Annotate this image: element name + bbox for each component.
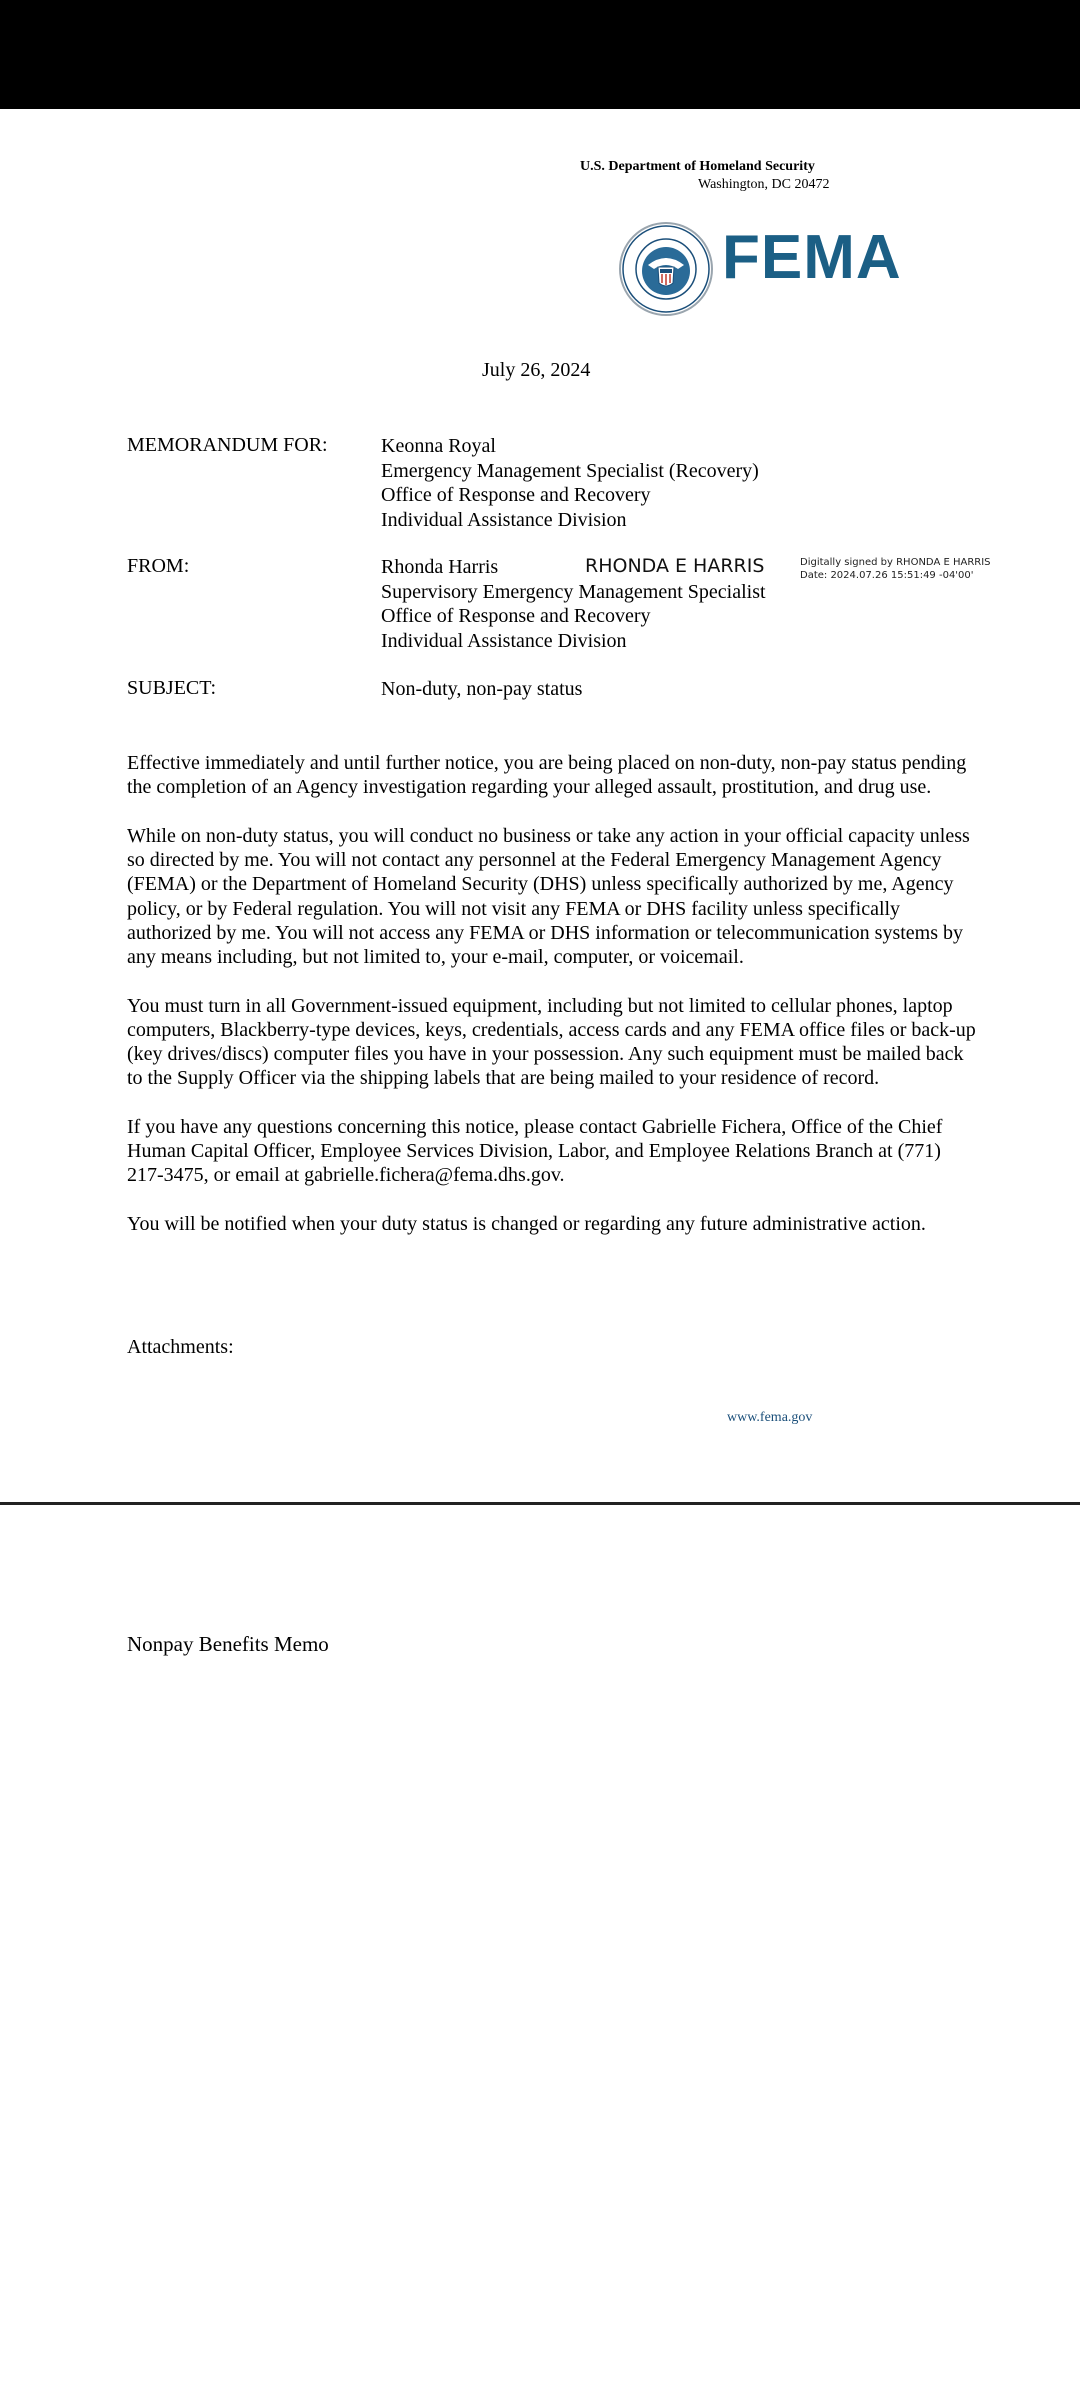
paragraph-notification: You will be notified when your duty status is changed or regarding any future administrative action. <box>127 1213 926 1236</box>
memo-date: July 26, 2024 <box>482 359 591 381</box>
attachments-label: Attachments: <box>127 1336 234 1358</box>
letterhead-address: Washington, DC 20472 <box>698 177 830 192</box>
sender-title: Supervisory Emergency Management Specialist <box>381 580 766 603</box>
sender-division: Individual Assistance Division <box>381 629 627 652</box>
paragraph-equipment: You must turn in all Government-issued equipment, including but not limited to cellular phones, laptop computers, Blackberry-type devices, keys, credentials, access cards and any FEMA office files or back-up (key drives/discs) computer files you have in your possession. Any such equipment must be mailed back to the Supply Officer via the shipping labels that are being mailed to your residence of record. <box>127 994 976 1090</box>
memo-for-recipient <box>381 434 759 532</box>
website-link[interactable]: www.fema.gov <box>727 1410 813 1425</box>
paragraph-notice: Effective immediately and until further notice, you are being placed on non-duty, non-pay status pending the completion of an Agency investigation regarding your alleged assault, prostitution, and drug use. <box>127 752 967 799</box>
page2-title: Nonpay Benefits Memo <box>127 1632 329 1656</box>
recipient-division: Individual Assistance Division <box>381 508 627 531</box>
dhs-seal-icon <box>618 221 714 317</box>
letterhead-department: U.S. Department of Homeland Security <box>580 159 815 174</box>
digital-signature-details[interactable] <box>800 556 991 582</box>
digital-signature-name[interactable]: RHONDA E HARRIS <box>585 555 765 577</box>
signature-date: Date: 2024.07.26 15:51:49 -04'00' <box>800 570 974 581</box>
paragraph-contact: If you have any questions concerning this notice, please contact Gabrielle Fichera, Office of the Chief Human Capital Officer, Employee Services Division, Labor, and Employee Relations Branch at (771) 217-3475, or email at gabrielle.fichera@fema.dhs.gov. <box>127 1115 943 1187</box>
sender-office: Office of Response and Recovery <box>381 605 651 627</box>
recipient-name: Keonna Royal <box>381 435 496 457</box>
page-divider <box>0 1502 1080 1505</box>
memo-for-label: MEMORANDUM FOR: <box>127 434 328 456</box>
paragraph-non-duty-rules: While on non-duty status, you will conduct no business or take any action in your official capacity unless so directed by me. You will not contact any personnel at the Federal Emergency Management Agency (FEMA) or the Department of Homeland Security (DHS) unless specifically authorized by me, Agency policy, or by Federal regulation. You will not visit any FEMA or DHS facility unless specifically authorized by me. You will not access any FEMA or DHS information or telecommunication systems by any means including, but not limited to, your e-mail, computer, or voicemail. <box>127 824 970 968</box>
subject-label: SUBJECT: <box>127 677 217 699</box>
subject-value: Non-duty, non-pay status <box>381 678 583 700</box>
top-black-bar <box>0 0 1080 109</box>
from-label: FROM: <box>127 555 190 577</box>
signature-signed-by: Digitally signed by RHONDA E HARRIS <box>800 557 991 568</box>
recipient-office: Office of Response and Recovery <box>381 484 651 506</box>
memo-body <box>127 751 977 1261</box>
fema-logo-text: FEMA <box>722 223 902 292</box>
recipient-title: Emergency Management Specialist (Recovery) <box>381 459 759 482</box>
sender-name: Rhonda Harris <box>381 556 499 578</box>
